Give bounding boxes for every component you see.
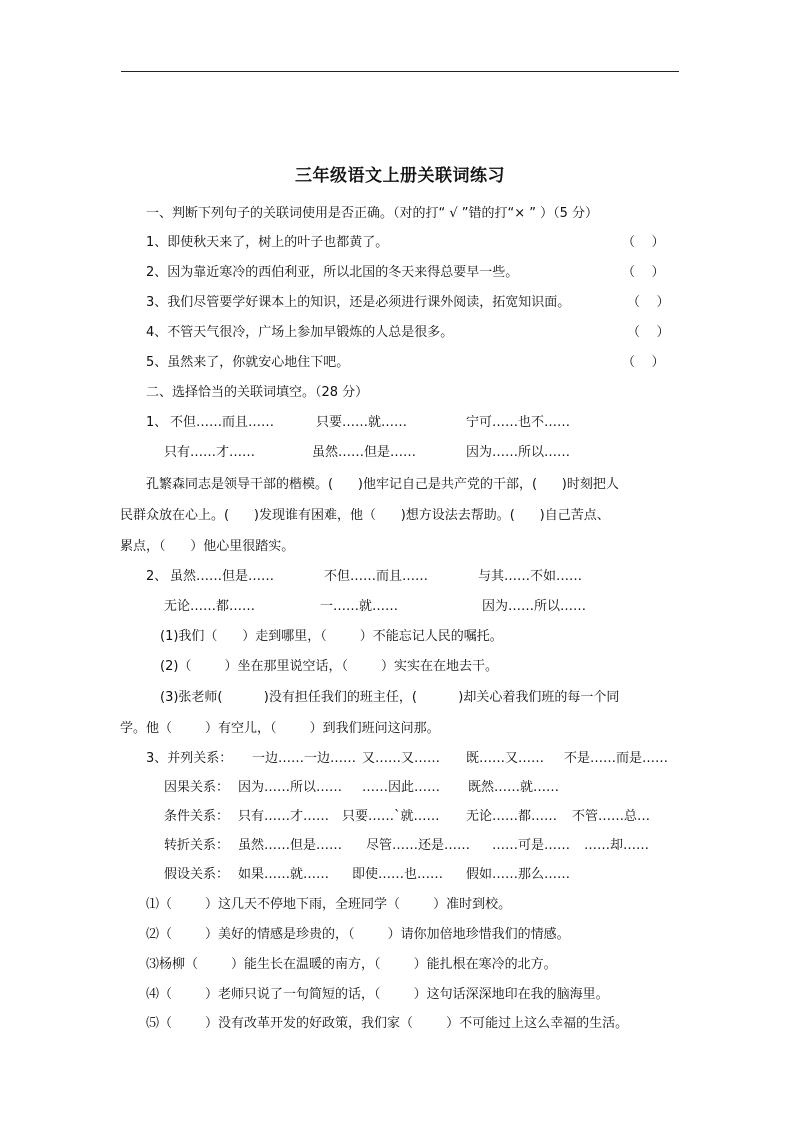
q2-option: 与其……不如…… <box>478 569 583 584</box>
q2-option: 不但……而且…… <box>324 569 429 584</box>
relation-item: 一边……一边…… <box>252 751 357 766</box>
judge-item-1: 1、即使秋天来了，树上的叶子也都黄了。 <box>146 235 389 250</box>
relation-item: ……可是…… <box>492 838 571 853</box>
relation-item: 既……又…… <box>466 751 545 766</box>
q1-passage-line: 民群众放在心上。( )发现谁有困难，他（ )想方设法去帮助。( )自己苦点、 <box>120 508 610 523</box>
relation-item: 即使……也…… <box>352 867 444 882</box>
q1-option: 只有……才…… <box>164 445 256 460</box>
relation-item: 假如……那么…… <box>466 867 571 882</box>
judge-item-5: 5、虽然来了，你就安心地住下吧。 <box>146 355 350 370</box>
relation-item: 无论……都…… <box>466 809 558 824</box>
relation-item: 不管……总… <box>572 809 651 824</box>
q2-label: 2、 <box>146 569 168 584</box>
judge-blank-5[interactable]: （ ） <box>622 355 665 370</box>
q2-sentence-3: (3)张老师( )没有担任我们的班主任，( )却关心着我们班的每一个同 <box>160 690 620 705</box>
q1-option: 只要……就…… <box>316 415 408 430</box>
relation-item: 只要……`就…… <box>342 809 440 824</box>
relation-item: 因为……所以…… <box>238 780 343 795</box>
relation-label: 条件关系： <box>164 809 230 824</box>
q2-option: 因为……所以…… <box>482 599 587 614</box>
relation-label: 假设关系： <box>164 867 230 882</box>
q3-sentence-5: ⑸（ ）没有改革开发的好政策，我们家（ ）不可能过上这么幸福的生活。 <box>146 1016 629 1031</box>
q2-option: 无论……都…… <box>164 599 256 614</box>
relation-item: 虽然……但是…… <box>238 838 343 853</box>
q1-passage-line: 孔繁森同志是领导干部的楷模。( )他牢记自己是共产党的干部，( )时刻把人 <box>146 477 619 492</box>
relation-item: ……却…… <box>584 838 650 853</box>
judge-item-4: 4、不管天气很冷，广场上参加早锻炼的人总是很多。 <box>146 325 454 340</box>
judge-blank-4[interactable]: （ ） <box>627 325 670 340</box>
q1-option: 虽然……但是…… <box>312 445 417 460</box>
relation-item: 如果……就…… <box>238 867 330 882</box>
judge-item-2: 2、因为靠近寒冷的西伯利亚，所以北国的冬天来得总要早一些。 <box>146 265 519 280</box>
judge-blank-3[interactable]: （ ） <box>627 295 670 310</box>
q2-option: 一……就…… <box>320 599 399 614</box>
q1-option: 宁可……也不…… <box>466 415 571 430</box>
page-title: 三年级语文上册关联词练习 <box>295 166 505 186</box>
relation-item: 又……又…… <box>362 751 441 766</box>
part2-heading: 二、选择恰当的关联词填空。（28 分） <box>146 385 369 400</box>
q3-sentence-3: ⑶杨柳（ ）能生长在温暖的南方，（ ）能扎根在寒冷的北方。 <box>146 957 557 972</box>
header-rule <box>121 71 679 72</box>
relation-item: 既然……就…… <box>468 780 560 795</box>
q2-option: 虽然……但是…… <box>170 569 275 584</box>
q1-passage-line: 累点，（ ）他心里很踏实。 <box>120 539 295 554</box>
relation-label: 3、并列关系： <box>146 751 233 766</box>
q3-sentence-1: ⑴（ ）这几天不停地下雨，全班同学（ ）准时到校。 <box>146 897 512 912</box>
q1-option: 因为……所以…… <box>466 445 571 460</box>
q1-option: 不但……而且…… <box>170 415 275 430</box>
relation-label: 因果关系： <box>164 780 230 795</box>
q3-sentence-2: ⑵（ ）美好的情感是珍贵的，（ ）请你加倍地珍惜我们的情感。 <box>146 927 570 942</box>
relation-item: 只有……才…… <box>238 809 330 824</box>
relation-label: 转折关系： <box>164 838 230 853</box>
q3-sentence-4: ⑷（ ）老师只说了一句简短的话，（ ）这句话深深地印在我的脑海里。 <box>146 987 609 1002</box>
judge-blank-1[interactable]: （ ） <box>622 235 665 250</box>
judge-item-3: 3、我们尽管要学好课本上的知识，还是必须进行课外阅读，拓宽知识面。 <box>146 295 571 310</box>
part1-heading: 一、判断下列句子的关联词使用是否正确。（对的打“ √ ”错的打“× ” ）（5 分） <box>146 206 599 221</box>
relation-item: 尽管……还是…… <box>366 838 471 853</box>
q2-sentence-3-cont: 学。他（ ）有空儿，（ ）到我们班问这问那。 <box>120 721 440 736</box>
relation-item: ……因此…… <box>362 780 441 795</box>
judge-blank-2[interactable]: （ ） <box>622 265 665 280</box>
q2-sentence-1: (1)我们（ ）走到哪里，（ ）不能忘记人民的嘱托。 <box>160 629 503 644</box>
relation-item: 不是……而是…… <box>564 751 669 766</box>
q1-label: 1、 <box>146 415 168 430</box>
q2-sentence-2: (2)（ ）坐在那里说空话，（ ）实实在在地去干。 <box>160 659 499 674</box>
